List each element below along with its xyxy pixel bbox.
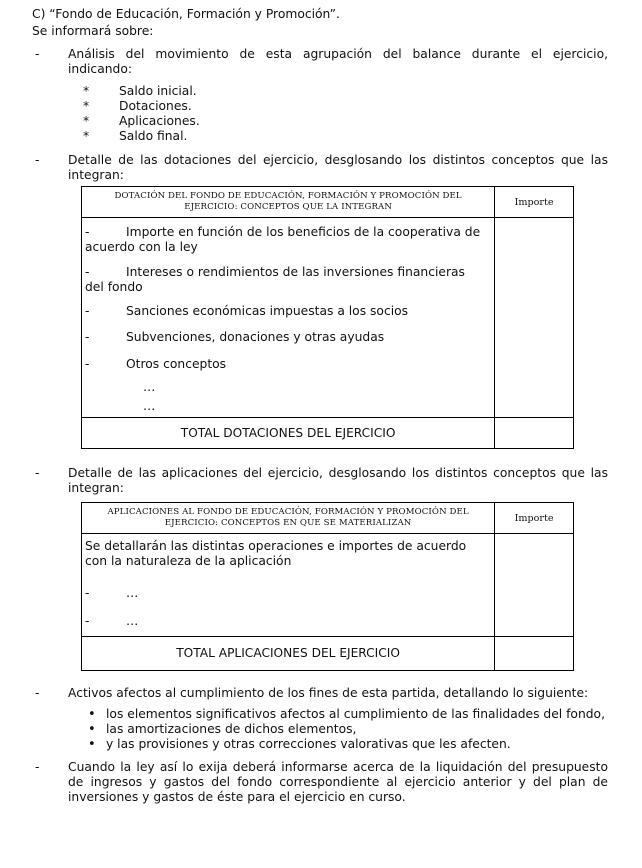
bullet-dash: - [35,153,40,167]
aplicaciones-total-label: TOTAL APLICACIONES DEL EJERCICIO [176,646,400,660]
dotaciones-header-line2: EJERCICIO: CONCEPTOS QUE LA INTEGRAN [184,202,392,212]
item1-line1: Análisis del movimiento de esta agrupación del balance durante el ejercicio, [68,47,608,61]
bullet-dash: - [35,466,40,480]
aplicaciones-total-importe-cell [495,637,574,671]
aplicaciones-body-line1: Se detallarán las distintas operaciones e importes de acuerdo [85,539,467,553]
dotaciones-concepts-cell [82,218,495,418]
aplicaciones-body-line2: con la naturaleza de la aplicación [85,554,292,568]
round-bullet: • [88,707,96,722]
row-dash: - [85,304,90,318]
dotaciones-total-cell [82,418,495,449]
aplicaciones-header-line2: EJERCICIO: CONCEPTOS EN QUE SE MATERIALIZAN [164,518,412,528]
row-dash: - [85,265,90,279]
row-ellipsis: … [126,614,139,628]
ellipsis: … [143,399,156,413]
importe-header [495,187,574,218]
aplicaciones-table [81,502,574,671]
item5-line2: de ingresos y gastos del fondo correspondiente al ejercicio anterior y del plan de [68,775,608,789]
subitem-aplicaciones: Aplicaciones. [119,114,200,128]
item3-line2: integran: [68,481,124,495]
intro-text: Se informará sobre: [32,24,154,38]
row-dash: - [85,330,90,344]
dotaciones-total-label: TOTAL DOTACIONES DEL EJERCICIO [180,425,396,440]
star-bullet: * [83,99,90,113]
row-text: Subvenciones, donaciones y otras ayudas [126,330,385,344]
aplicaciones-header-line1: APLICACIONES AL FONDO DE EDUCACIÓN, FORMACIÓN Y PROMOCIÓN DEL [107,507,469,517]
bullet-dash: - [35,47,40,61]
bullet-dash: - [35,760,40,774]
dotaciones-table-header [82,187,495,218]
star-bullet: * [83,84,90,98]
row-dash: - [85,614,90,628]
item4-line1: Activos afectos al cumplimiento de los fines de esta partida, detallando lo siguiente: [68,686,589,700]
row-text: Sanciones económicas impuestas a los socios [126,304,409,318]
row-text-continued: del fondo [85,280,143,294]
row-dash: - [85,357,90,371]
round-bullet: • [88,722,96,737]
item4-subitem: y las provisiones y otras correcciones valorativas que les afecten. [106,737,511,751]
item4-subitem: los elementos significativos afectos al cumplimiento de las finalidades del fondo, [106,707,605,721]
row-ellipsis: … [126,586,139,600]
dotaciones-importe-cell [495,218,574,418]
row-dash: - [85,225,90,239]
star-bullet: * [83,129,90,143]
dotaciones-table [81,186,574,449]
importe-label: Importe [514,512,554,524]
aplicaciones-importe-cell [495,534,574,637]
row-text: Otros conceptos [126,357,227,371]
row-text: Intereses o rendimientos de las inversiones financieras [126,265,465,279]
subitem-saldo-inicial: Saldo inicial. [119,84,197,98]
item5-line1: Cuando la ley así lo exija deberá informarse acerca de la liquidación del presupuesto [68,760,608,774]
aplicaciones-concepts-cell [82,534,495,637]
subitem-saldo-final: Saldo final. [119,129,188,143]
row-text: Importe en función de los beneficios de la cooperativa de [126,225,481,239]
aplicaciones-table-header [82,503,495,534]
item2-line2: integran: [68,168,124,182]
round-bullet: • [88,737,96,752]
importe-header [495,503,574,534]
star-bullet: * [83,114,90,128]
bullet-dash: - [35,686,40,700]
ellipsis: … [143,380,156,394]
aplicaciones-total-cell [82,637,495,671]
row-text-continued: acuerdo con la ley [85,240,198,254]
item3-line1: Detalle de las aplicaciones del ejercicio, desglosando los distintos conceptos que las [68,466,608,480]
item4-subitem: las amortizaciones de dichos elementos, [106,722,357,736]
item2-line1: Detalle de las dotaciones del ejercicio, desglosando los distintos conceptos que las [68,153,608,167]
item1-line2: indicando: [68,62,132,76]
importe-label: Importe [514,196,554,208]
dotaciones-header-line1: DOTACIÓN DEL FONDO DE EDUCACIÓN, FORMACIÓN Y PROMOCIÓN DEL [114,191,462,201]
row-dash: - [85,586,90,600]
section-heading: C) “Fondo de Educación, Formación y Promoción”. [32,7,340,21]
item5-line3: inversiones y gastos de éste para el ejercicio en curso. [68,790,406,804]
subitem-dotaciones: Dotaciones. [119,99,192,113]
dotaciones-total-importe-cell [495,418,574,449]
